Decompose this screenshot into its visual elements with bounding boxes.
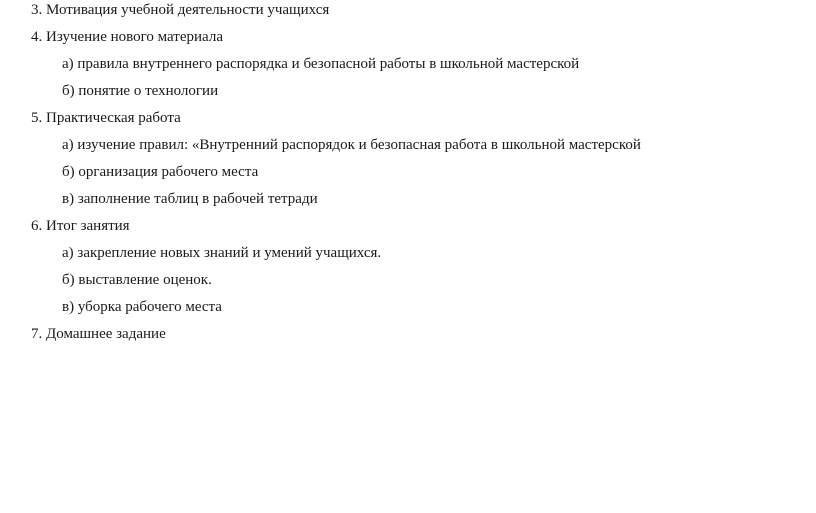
outline-subitem-cleanup: в) уборка рабочего места bbox=[62, 299, 222, 315]
outline-item-practical-work: 5. Практическая работа bbox=[31, 110, 181, 126]
outline-subitem-workplace-organization: б) организация рабочего места bbox=[62, 164, 259, 180]
outline-subitem-technology-concept: б) понятие о технологии bbox=[62, 83, 219, 99]
outline-subitem-study-rules: а) изучение правил: «Внутренний распорядок и безопасная работа в школьной мастерской bbox=[62, 137, 641, 153]
outline-item-motivation: 3. Мотивация учебной деятельности учащихся bbox=[31, 2, 330, 18]
outline-subitem-fill-tables: в) заполнение таблиц в рабочей тетради bbox=[62, 191, 318, 207]
outline-item-homework: 7. Домашнее задание bbox=[31, 326, 166, 342]
lesson-plan-outline bbox=[31, 0, 641, 352]
outline-item-lesson-summary: 6. Итог занятия bbox=[31, 218, 130, 234]
outline-subitem-rules: а) правила внутреннего распорядка и безопасной работы в школьной мастерской bbox=[62, 56, 580, 72]
outline-subitem-grading: б) выставление оценок. bbox=[62, 272, 212, 288]
outline-subitem-reinforcement: а) закрепление новых знаний и умений учащихся. bbox=[62, 245, 382, 261]
outline-item-new-material: 4. Изучение нового материала bbox=[31, 29, 223, 45]
